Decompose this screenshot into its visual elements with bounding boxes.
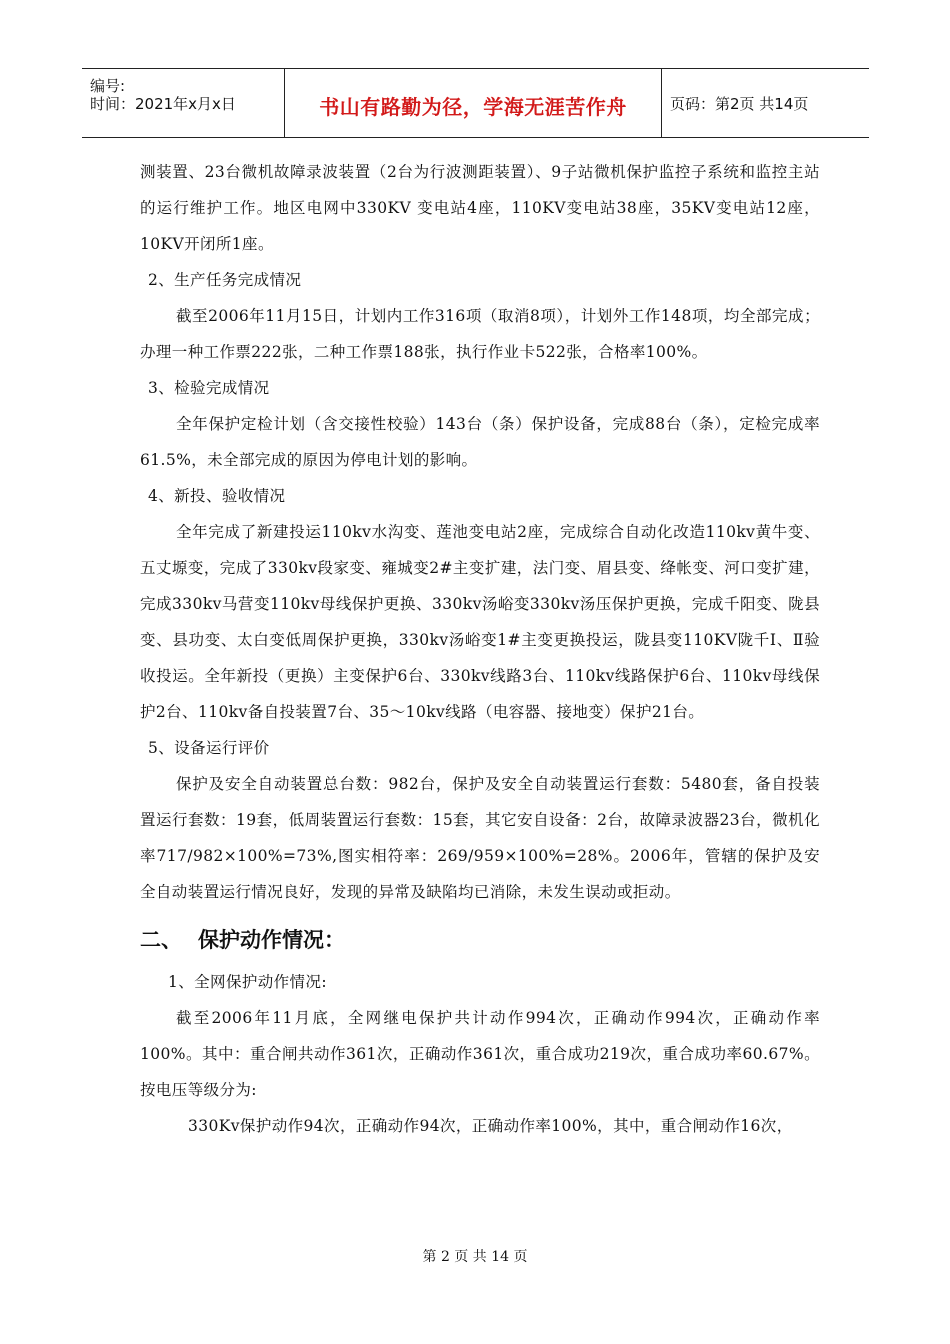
subheading-new-commissioning: 4、新投、验收情况 xyxy=(148,487,286,505)
page-footer: 第 2 页 共 14 页 xyxy=(422,1249,528,1265)
section-number: 二、 xyxy=(140,928,182,952)
header-page-cell xyxy=(662,69,869,137)
header-table xyxy=(82,68,869,138)
section-heading-2 xyxy=(140,920,820,960)
paragraph-equipment-evaluation: 保护及安全自动装置总台数：982台，保护及安全自动装置运行套数：5480套，备自投装置运行套数：19套，低周装置运行套数：15套，其它安自设备：2台，故障录波器23台，微机化率717/982×100%=73%,图实相符率：269/959×100%=28%。2006年，管辖的保护及安全自动装置运行情况良好，发现的异常及缺陷均已消除，未发生误动或拒动。 xyxy=(140,775,820,901)
doc-time-label: 时间：2021年x月x日 xyxy=(90,95,236,113)
document-body xyxy=(140,154,820,1144)
paragraph-continued: 测装置、23台微机故障录波装置（2台为行波测距装置）、9子站微机保护监控子系统和监控主站的运行维护工作。地区电网中330KV 变电站4座，110KV变电站38座，35KV变电站12座，10KV开闭所1座。 xyxy=(140,163,820,253)
section-title: 保护动作情况： xyxy=(198,928,345,952)
paragraph-production: 截至2006年11月15日，计划内工作316项（取消8项），计划外工作148项，均全部完成；办理一种工作票222张，二种工作票188张，执行作业卡522张，合格率100%。 xyxy=(140,307,820,361)
header-info-cell xyxy=(82,69,284,137)
subheading-network-protection: 1、全网保护动作情况: xyxy=(168,973,327,991)
paragraph-330kv: 330Kv保护动作94次，正确动作94次，正确动作率100%，其中，重合闸动作16次， xyxy=(188,1117,793,1135)
paragraph-inspection: 全年保护定检计划（含交接性校验）143台（条）保护设备，完成88台（条），定检完成率61.5%，未全部完成的原因为停电计划的影响。 xyxy=(140,415,820,469)
header-motto-cell xyxy=(284,69,662,137)
subheading-equipment-evaluation: 5、设备运行评价 xyxy=(148,739,270,757)
doc-code-label: 编号: xyxy=(90,77,126,95)
subheading-inspection: 3、检验完成情况 xyxy=(148,379,270,397)
page-number-label: 页码：第2页 共14页 xyxy=(670,95,809,113)
motto-text: 书山有路勤为径，学海无涯苦作舟 xyxy=(319,95,627,119)
paragraph-new-commissioning: 全年完成了新建投运110kv水沟变、莲池变电站2座，完成综合自动化改造110kv黄牛变、五丈塬变，完成了330kv段家变、雍城变2#主变扩建，法门变、眉县变、绛帐变、河口变扩建，完成330kv马营变110kv母线保护更换、330kv汤峪变330kv汤压保护更换，完成千阳变、陇县变、县功变、太白变低周保护更换，330kv汤峪变1#主变更换投运，陇县变110KV陇千Ⅰ、Ⅱ验收投运。全年新投（更换）主变保护6台、330kv线路3台、110kv线路保护6台、110kv母线保护2台、110kv备自投装置7台、35～10kv线路（电容器、接地变）保护21台。 xyxy=(140,523,820,721)
subheading-production: 2、生产任务完成情况 xyxy=(148,271,302,289)
paragraph-network-protection: 截至2006年11月底，全网继电保护共计动作994次，正确动作994次，正确动作率100%。其中：重合闸共动作361次，正确动作361次，重合成功219次，重合成功率60.67%。按电压等级分为: xyxy=(140,1009,820,1099)
